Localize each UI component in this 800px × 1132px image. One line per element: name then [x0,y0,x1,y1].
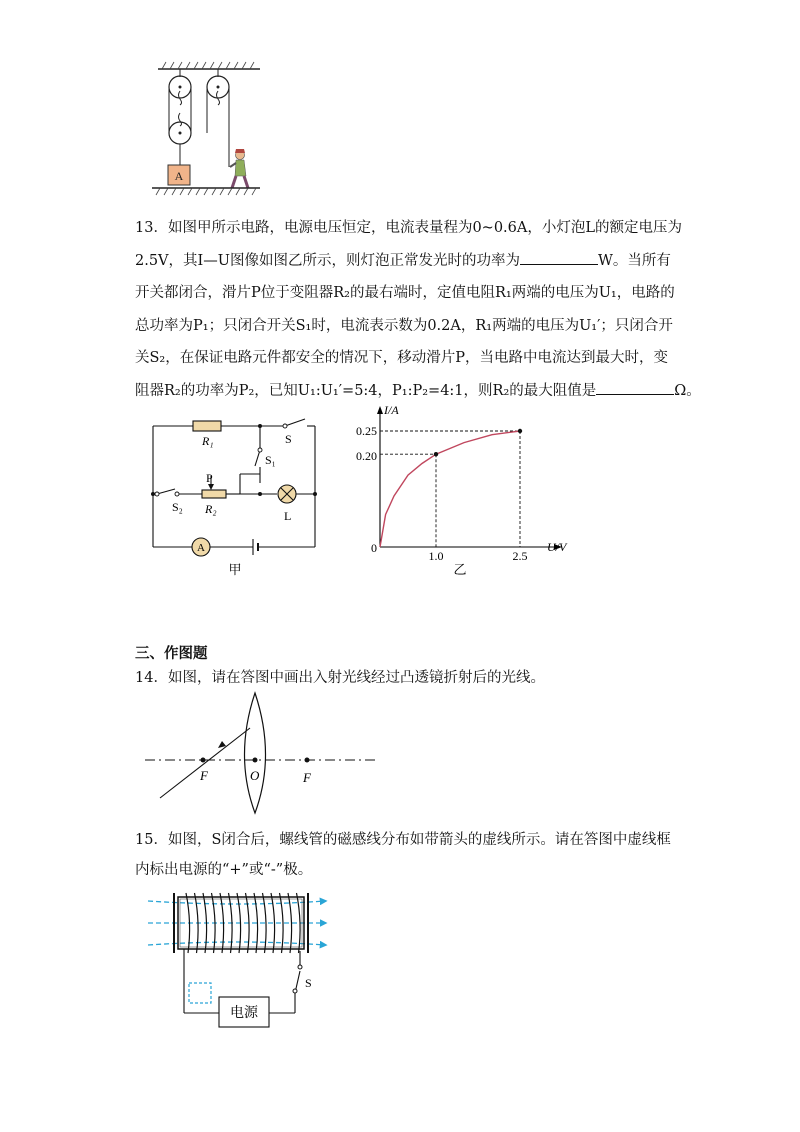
q13-line-2: 2.5V，其I—U图像如图乙所示，则灯泡正常发光时的功率为 W。当所有 [135,245,675,278]
graph-x-label: U/V [547,540,567,554]
label-s2: S₂ [172,500,183,514]
svg-text:A: A [174,169,184,183]
graph-y-tick-025: 0.25 [356,424,377,438]
label-p: P [206,471,213,485]
graph-x-tick-25: 2.5 [512,549,528,563]
graph-x-tick-10: 1.0 [428,549,444,563]
solenoid-diagram [140,885,340,1030]
data-point-0 [434,452,438,456]
q13-line-1: 13．如图甲所示电路，电源电压恒定，电流表量程为0~0.6A，小灯泡L的额定电压为 [135,220,682,236]
q13-line-5: 关S₂，在保证电路元件都安全的情况下，移动滑片P，当电路中电流达到最大时，变 [135,350,668,366]
label-switch-s: S [305,976,312,990]
graph-layer [377,406,562,550]
label-f-right: F [303,770,311,785]
label-o: O [250,768,260,783]
data-point-1 [518,429,522,433]
question-14-text: 14．如图，请在答图中画出入射光线经过凸透镜折射后的光线。 [135,670,545,686]
iu-graph-yi [340,400,580,580]
graph-y-tick-020: 0.20 [356,449,377,463]
question-15-line-2: 内标出电源的“+”或“-”极。 [135,862,313,878]
iu-curve [380,431,520,547]
q13-line-4: 总功率为P₁；只闭合开关S₁时，电流表示数为0.2A，R₁两端的电压为U₁′；只闭合开 [135,317,673,334]
graph-origin: 0 [371,541,377,555]
graph-y-label: I/A [384,403,399,417]
label-s: S [285,432,292,446]
y-axis-arrow [377,406,383,414]
label-power-source: 电源 [230,1006,258,1021]
q13-line-6: 阻器R₂的功率为P₂，已知U₁:U₁′=5:4，P₁:P₂=4:1，则R₂的最大阻值是 Ω。 [135,375,675,408]
label-f-left: F [200,768,208,783]
person-figure [230,149,248,188]
answer-blank-resistance[interactable] [596,380,674,395]
label-r2: R₂ [205,502,217,516]
question-15-line-1: 15．如图，S闭合后，螺线管的磁感线分布如带箭头的虚线所示。请在答图中虚线框 [135,832,671,848]
caption-yi: 乙 [453,562,467,577]
answer-blank-power[interactable] [520,250,598,265]
coil-turn [186,893,190,953]
label-l: L [284,509,292,523]
lens-diagram [140,688,380,818]
coil-windings [186,893,300,953]
pulley-figure [140,55,270,200]
label-s1: S₁ [265,453,276,467]
question-13 [135,212,701,407]
coil-turn [297,893,301,953]
section-title-drawing: 三、作图题 [135,646,208,662]
label-ammeter: A [197,542,205,554]
circuit-diagram-jia [145,410,330,580]
q13-line-3: 开关都闭合，滑片P位于变阻器R₂的最右端时，定值电阻R₁两端的电压为U₁，电路的 [135,285,675,301]
caption-jia: 甲 [228,562,242,577]
label-r1: R₁ [202,434,214,448]
